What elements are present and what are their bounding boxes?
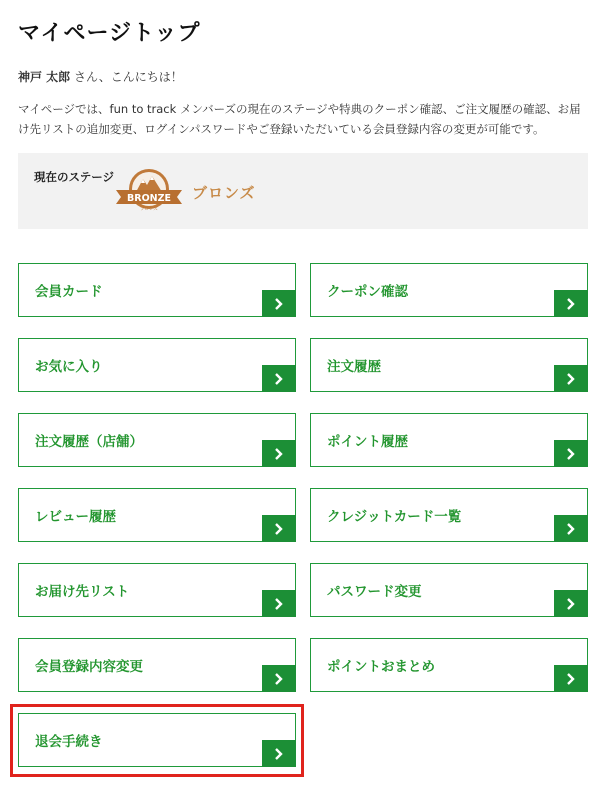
menu-card-label: レビュー履歴 bbox=[35, 509, 116, 525]
menu-card-label: 注文履歴（店舗） bbox=[35, 434, 143, 450]
menu-card-coupon[interactable] bbox=[310, 263, 588, 317]
menu-card-credit-cards[interactable] bbox=[310, 488, 588, 542]
menu-card-merge-points[interactable] bbox=[310, 638, 588, 692]
menu-card-label: クーポン確認 bbox=[327, 284, 408, 300]
menu-card-delivery-addresses[interactable] bbox=[18, 563, 296, 617]
menu-card-member-card[interactable] bbox=[18, 263, 296, 317]
menu-card-edit-member-info[interactable] bbox=[18, 638, 296, 692]
menu-card-review-history[interactable] bbox=[18, 488, 296, 542]
chevron-right-icon[interactable] bbox=[554, 665, 588, 692]
chevron-right-icon[interactable] bbox=[262, 515, 296, 542]
menu-card-label: ポイントおまとめ bbox=[327, 659, 435, 675]
chevron-right-icon[interactable] bbox=[554, 515, 588, 542]
chevron-right-icon[interactable] bbox=[554, 290, 588, 317]
stage-name: ブロンズ bbox=[192, 184, 256, 202]
bronze-badge-icon bbox=[114, 168, 184, 214]
current-stage-panel bbox=[18, 153, 588, 229]
menu-card-label: お気に入り bbox=[35, 359, 103, 375]
menu-card-label: クレジットカード一覧 bbox=[327, 509, 462, 525]
menu-card-label: ポイント履歴 bbox=[327, 434, 408, 450]
intro-text: マイページでは、fun to track メンバーズの現在のステージや特典のクーポン確認、ご注文履歴の確認、お届け先リストの追加変更、ログインパスワードやご登録いただいている会員登録内容の変更が可能です。 bbox=[18, 102, 581, 136]
chevron-right-icon[interactable] bbox=[262, 440, 296, 467]
page-title: マイページトップ bbox=[18, 21, 201, 46]
menu-card-label: 退会手続き bbox=[35, 734, 103, 750]
greeting-suffix: さん、こんにちは！ bbox=[70, 70, 183, 84]
chevron-right-icon[interactable] bbox=[554, 440, 588, 467]
menu-card-label: 注文履歴 bbox=[327, 359, 381, 375]
menu-card-point-history[interactable] bbox=[310, 413, 588, 467]
menu-card-label: 会員カード bbox=[35, 284, 103, 300]
menu-card-label: 会員登録内容変更 bbox=[35, 659, 143, 675]
menu-card-label: お届け先リスト bbox=[35, 584, 130, 600]
stage-label: 現在のステージ bbox=[34, 170, 115, 184]
menu-card-favorites[interactable] bbox=[18, 338, 296, 392]
withdraw-highlight-frame bbox=[10, 704, 304, 777]
menu-card-change-password[interactable] bbox=[310, 563, 588, 617]
chevron-right-icon[interactable] bbox=[262, 590, 296, 617]
chevron-right-icon[interactable] bbox=[262, 290, 296, 317]
greeting bbox=[18, 68, 183, 85]
user-name: 神戸 太郎 bbox=[18, 70, 71, 84]
badge-subtext: ブロンズ bbox=[140, 207, 158, 212]
badge-text: BRONZE bbox=[127, 193, 171, 204]
menu-card-order-history-store[interactable] bbox=[18, 413, 296, 467]
chevron-right-icon[interactable] bbox=[554, 365, 588, 392]
chevron-right-icon[interactable] bbox=[262, 665, 296, 692]
menu-card-label: パスワード変更 bbox=[327, 584, 422, 600]
chevron-right-icon[interactable] bbox=[262, 365, 296, 392]
menu-card-order-history[interactable] bbox=[310, 338, 588, 392]
chevron-right-icon[interactable] bbox=[554, 590, 588, 617]
